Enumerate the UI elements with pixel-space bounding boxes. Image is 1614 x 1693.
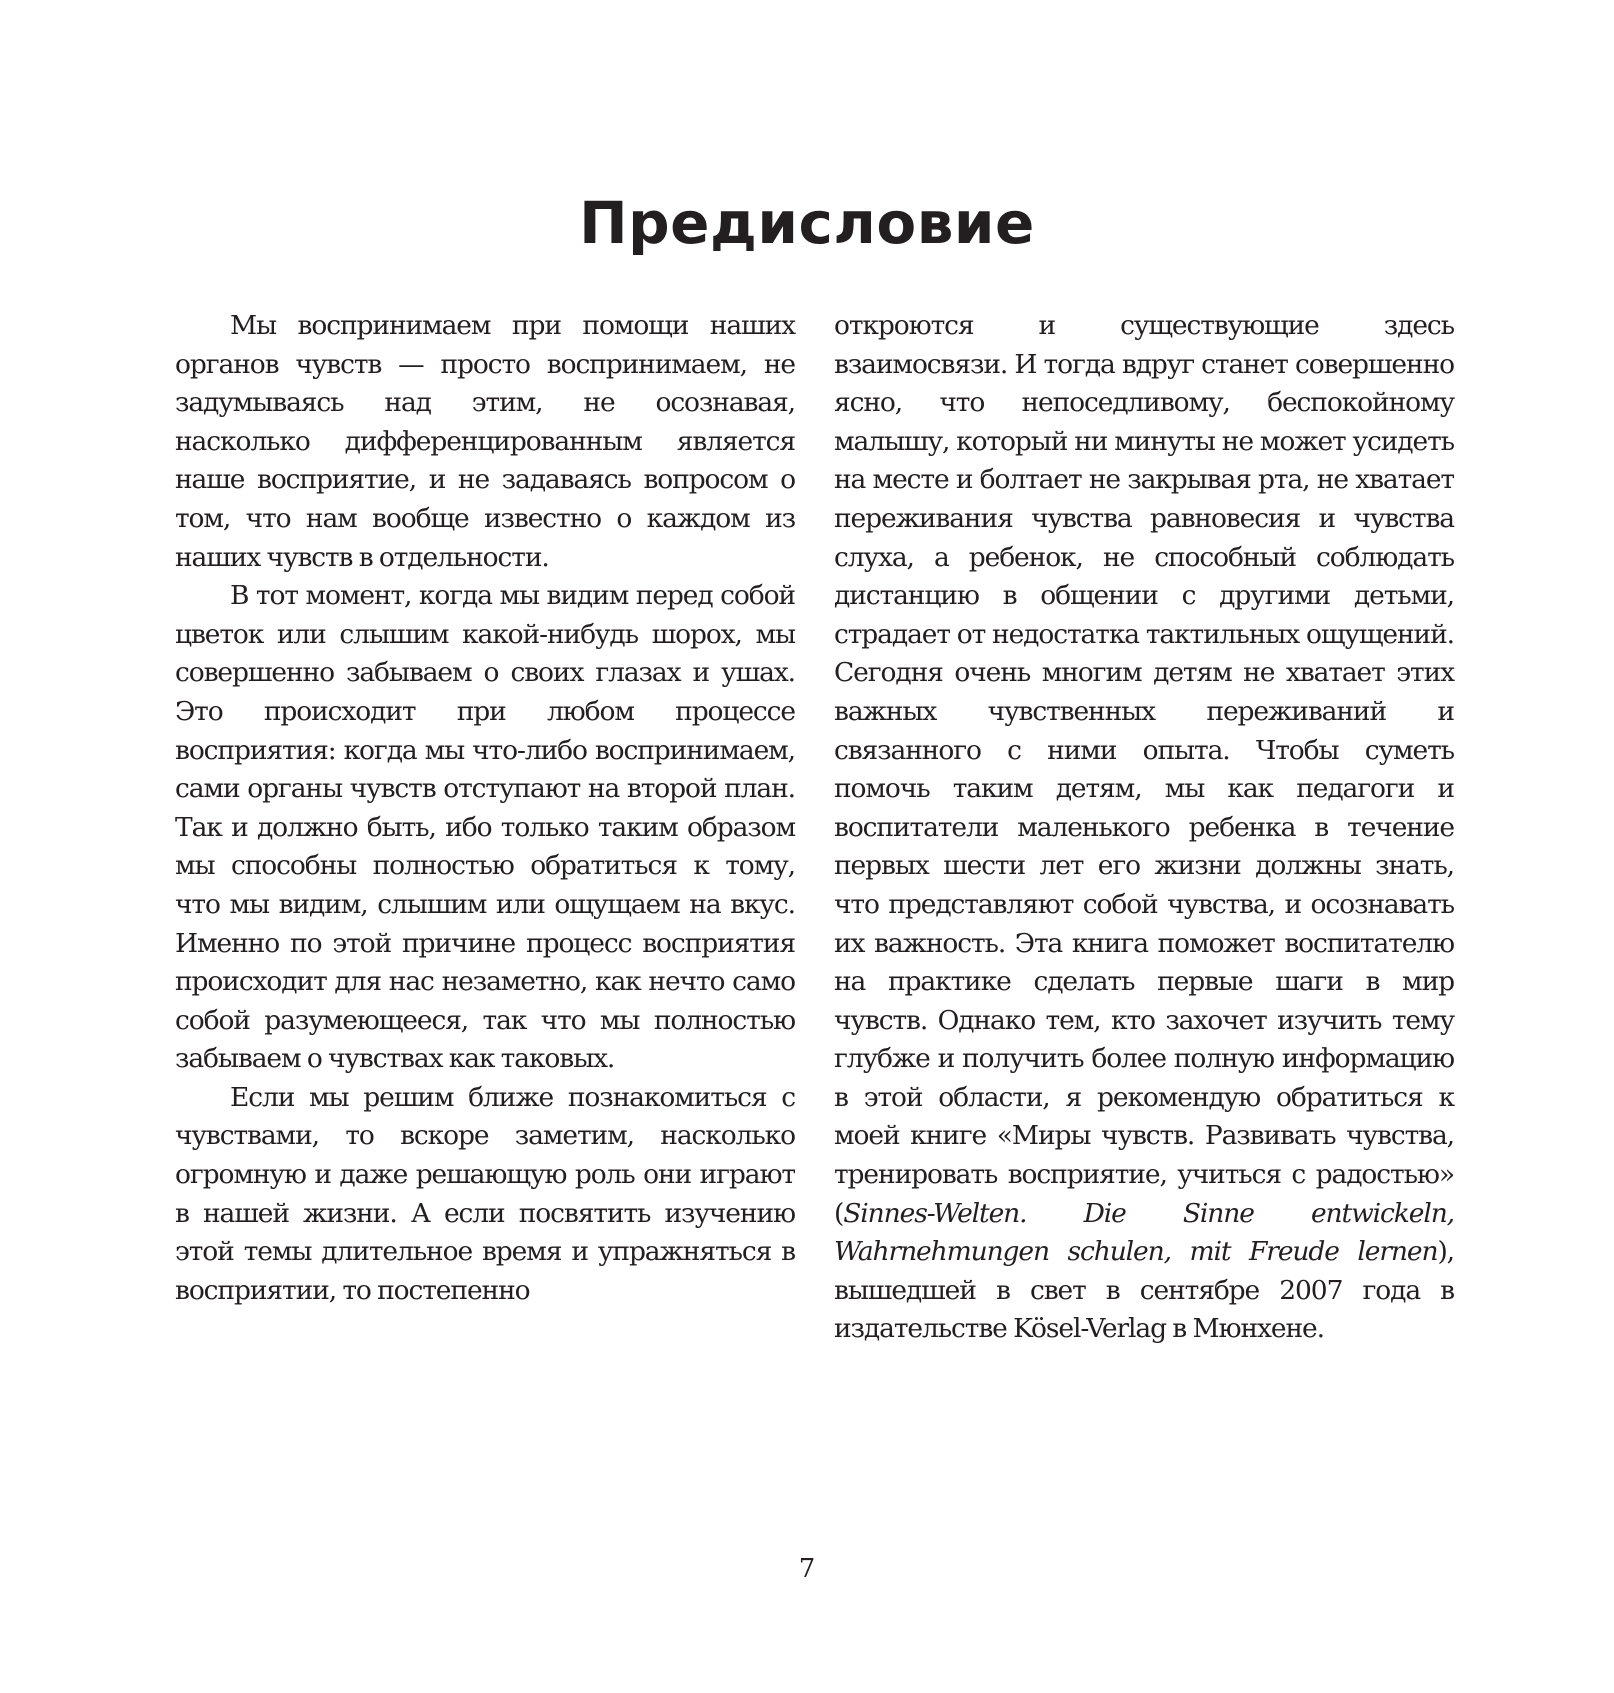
page-number: 7: [798, 1554, 816, 1584]
left-column: [175, 307, 795, 1310]
paragraph-3: Если мы решим ближе познакомиться с чувствами, то вскоре заметим, насколько огромную и даже решающую роль они играют в нашей жизни. А если посвятить изучению этой темы длительное время и упражняться в восприятии, то постепенно: [175, 1081, 795, 1306]
german-book-title: Sinnes-Welten. Die Sinne entwickeln, Wahrnehmungen schulen, mit Freude lernen: [834, 1197, 1454, 1268]
paragraph-3-continued: [834, 307, 1454, 1349]
page-title: Предисловие: [579, 189, 1035, 257]
paragraph-2: В тот момент, когда мы видим перед собой цветок или слышим какой-нибудь шорох, мы совершенно забываем о своих глазах и ушах. Это происходит при любом процессе восприятия: когда мы что-либо воспринимаем, сами органы чувств отступают на второй план. Так и должно быть, ибо только таким образом мы способны полностью обратиться к тому, что мы видим, слышим или ощущаем на вкус. Именно по этой причине процесс восприятия происходит для нас незаметно, как нечто само собой разумеющееся, так что мы полностью забываем о чувствах как таковых.: [175, 580, 795, 1075]
paragraph-text-end: ), вышедшей в свет в сентябре 2007 года в издательстве Kösel-Verlag в Мюнхене.: [834, 1236, 1454, 1345]
paragraph-text: откроются и существующие здесь взаимосвязи. И тогда вдруг станет совершенно ясно, что непоседливому, беспокойному малышу, который ни минуты не может усидеть на месте и болтает не закрывая рта, не хватает переживания чувства равновесия и чувства слуха, а ребенок, не способный соблюдать дистанцию в общении с другими детьми, страдает от недостатка тактильных ощущений. Сегодня очень многим детям не хватает этих важных чувственных переживаний и связанного с ними опыта. Чтобы суметь помочь таким детям, мы как педагоги и воспитатели маленького ребенка в течение первых шести лет его жизни должны знать, что представляют собой чувства, и осознавать их важность. Эта книга поможет воспитателю на практике сделать первые шаги в мир чувств. Однако тем, кто захочет изучить тему глубже и получить более полную информацию в этой области, я рекомендую обратиться к моей книге «Миры чувств. Развивать чувства, тренировать восприятие, учиться с радостью» (: [834, 310, 1454, 1229]
paragraph-1: Мы воспринимаем при помощи наших органов чувств — просто воспринимаем, не задумываясь над этим, не осознавая, насколько дифференцированным является наше восприятие, и не задаваясь вопросом о том, что нам вообще известно о каждом из наших чувств в отдельности.: [175, 310, 795, 573]
right-column: [834, 307, 1454, 1349]
